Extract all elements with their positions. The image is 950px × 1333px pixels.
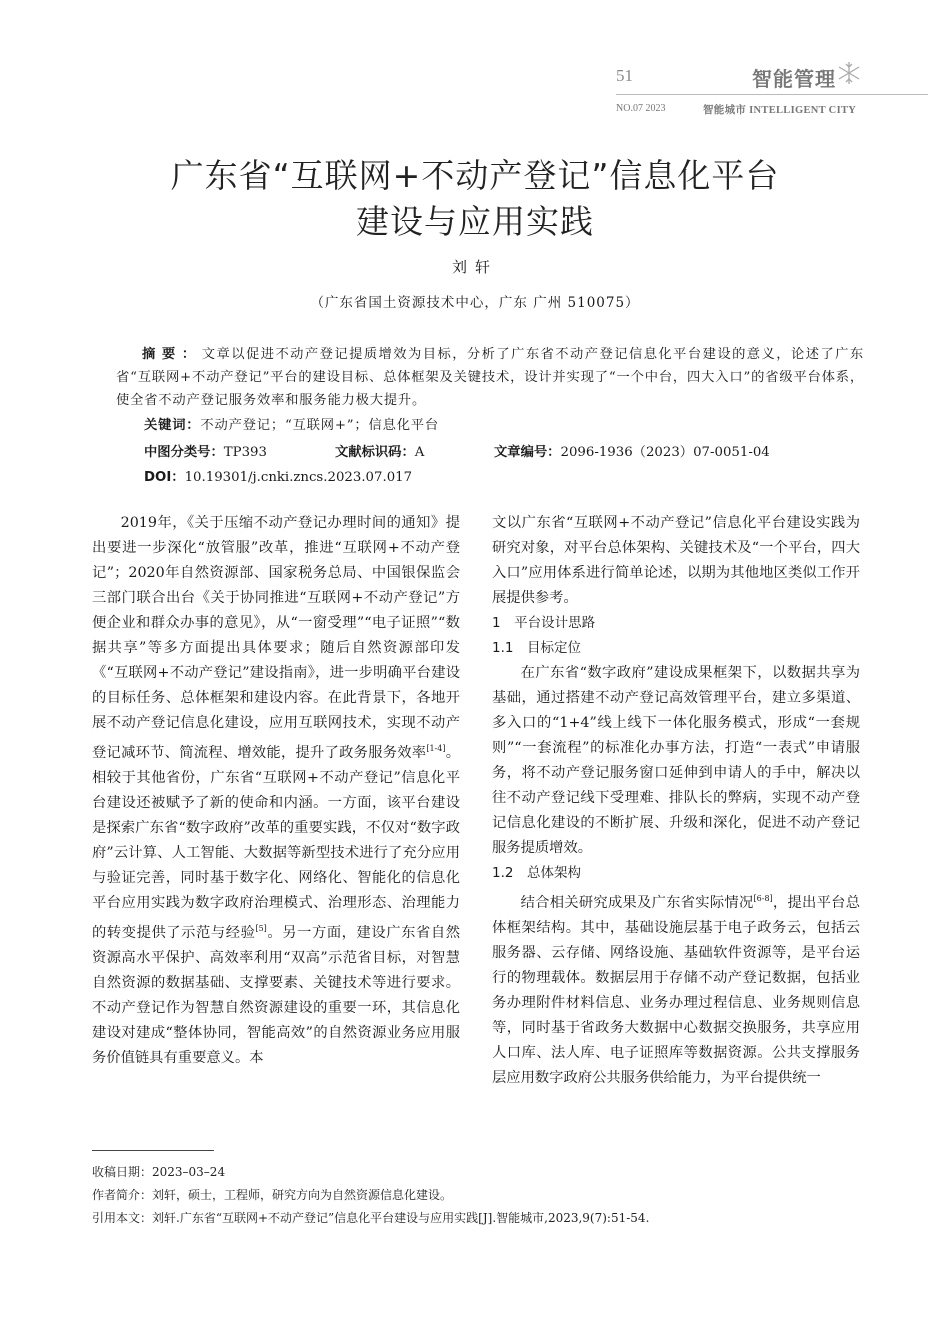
text-run: 。另一方面，建设广东省自然资源高水平保护、高效率利用“双高”示范省目标，对智慧自然资源的数据基础、支撑要素、关键技术等进行要求。不动产登记作为智慧自然资源建设的重要一环，其信息化建设对建成“整体协同，智能高效”的自然资源业务应用服务价值链具有重要意义。本 (92, 924, 460, 1066)
article-no-label: 文章编号： (494, 445, 561, 460)
citation-ref: [6-8] (753, 894, 773, 903)
keywords-text: 不动产登记；“互联网+”；信息化平台 (200, 418, 439, 433)
clc-value: TP393 (223, 445, 267, 460)
text-run: 。相较于其他省份，广东省“互联网+不动产登记”信息化平台建设还被赋予了新的使命和内涵。一方面，该平台建设是探索广东省“数字政府”改革的重要实践，不仅对“数字政府”云计算、人工智能、大数据等新型技术进行了充分应用与验证完善，同时基于数字化、网络化、智能化的信息化平台应用实践为数字政府治理模式、治理形态、治理能力的转变提供了示范与经验 (92, 744, 461, 941)
subsection-heading: 1.1 目标定位 (492, 640, 581, 656)
citation-info: 引用本文：刘轩.广东省“互联网+不动产登记”信息化平台建设与应用实践[J].智能城市,2023,9(7):51-54. (92, 1211, 650, 1225)
page-number: 51 (616, 66, 633, 85)
paragraph (492, 886, 860, 1091)
issue-number: NO.07 2023 (616, 103, 666, 114)
affiliation: （广东省国土资源技术中心，广东 广州 510075） (310, 295, 640, 311)
text-run: 2019年，《关于压缩不动产登记办理时间的通知》提出要进一步深化“放管服”改革，推进“互联网+不动产登记”；2020年自然资源部、国家税务总局、中国银保监会三部门联合出台《关于协同推进“互联网+不动产登记”方便企业和群众办事的意见》，从“一窗受理”“电子证照”“数据共享”等多方面提出具体要求；随后自然资源部印发《“互联网+不动产登记”建设指南》，进一步明确平台建设的目标任务、总体框架和建设内容。在此背景下，各地开展不动产登记信息化建设，应用互联网技术，实现不动产登记减环节、简流程、增效能，提升了政务服务效率 (92, 515, 460, 761)
body-column-left (92, 511, 460, 1071)
header-rule (616, 94, 928, 95)
text-run: 结合相关研究成果及广东省实际情况 (520, 894, 754, 911)
paragraph (92, 511, 460, 1071)
keywords (144, 414, 439, 433)
abstract-label: 摘要： (142, 347, 202, 362)
doc-code-label: 文献标识码： (335, 445, 415, 460)
abstract (116, 343, 864, 412)
author-bio: 作者简介：刘轩，硕士，工程师，研究方向为自然资源信息化建设。 (92, 1188, 453, 1202)
journal-name: 智能城市 INTELLIGENT CITY (703, 105, 857, 116)
received-date: 收稿日期：2023–03–24 (92, 1165, 226, 1179)
text-run: ，提出平台总体框架结构。其中，基础设施层基于电子政务云，包括云服务器、云存储、网络设施、基础软件资源等，是平台运行的物理载体。数据层用于存储不动产登记数据，包括业务办理附件材料信息、业务办理过程信息、业务规则信息等，同时基于省政务大数据中心数据交换服务，共享应用人口库、法人库、电子证照库等数据资源。公共支撑服务层应用数字政府公共服务供给能力，为平台提供统一 (492, 894, 861, 1086)
abstract-text: 文章以促进不动产登记提质增效为目标，分析了广东省不动产登记信息化平台建设的意义，论述了广东省“互联网+不动产登记”平台的建设目标、总体框架及关键技术，设计并实现了“一个中台，四大入口”的省级平台体系，使全省不动产登记服务效率和服务能力极大提升。 (116, 347, 865, 408)
title-line-2: 建设与应用实践 (356, 202, 594, 241)
paragraph: 文以广东省“互联网+不动产登记”信息化平台建设实践为研究对象，对平台总体架构、关键技术及“一个平台，四大入口”应用体系进行简单论述，以期为其他地区类似工作开展提供参考。 (492, 515, 860, 606)
author: 刘轩 (451, 258, 498, 276)
document-code (335, 441, 424, 460)
clc-number (144, 441, 267, 460)
section-label: 智能管理 (752, 67, 836, 91)
doi (144, 466, 412, 485)
clc-label: 中图分类号： (144, 445, 224, 460)
title-line-1: 广东省“互联网+不动产登记”信息化平台 (170, 156, 780, 195)
article-number (494, 441, 770, 460)
body-column-right (492, 511, 860, 1091)
snowflake-decoration-icon (836, 60, 862, 86)
footnote-rule (92, 1150, 214, 1151)
keywords-label: 关键词： (144, 418, 201, 433)
paragraph: 在广东省“数字政府”建设成果框架下，以数据共享为基础，通过搭建不动产登记高效管理平台，建立多渠道、多入口的“1+4”线上线下一体化服务模式，形成“一套规则”“一套流程”的标准化办事方法，打造“一表式”申请服务，将不动产登记服务窗口延伸到申请人的手中，解决以往不动产登记线下受理难、排队长的弊病，实现不动产登记信息化建设的不断扩展、升级和深化，促进不动产登记服务提质增效。 (492, 665, 860, 856)
doi-value: 10.19301/j.cnki.zncs.2023.07.017 (184, 470, 413, 485)
section-heading: 1 平台设计思路 (492, 615, 596, 631)
citation-ref: [1-4] (426, 744, 446, 753)
citation-ref: [5] (255, 923, 267, 933)
article-no-value: 2096-1936（2023）07-0051-04 (560, 445, 770, 460)
doi-label: DOI： (144, 470, 185, 485)
doc-code-value: A (414, 445, 425, 460)
subsection-heading: 1.2 总体架构 (492, 865, 581, 881)
